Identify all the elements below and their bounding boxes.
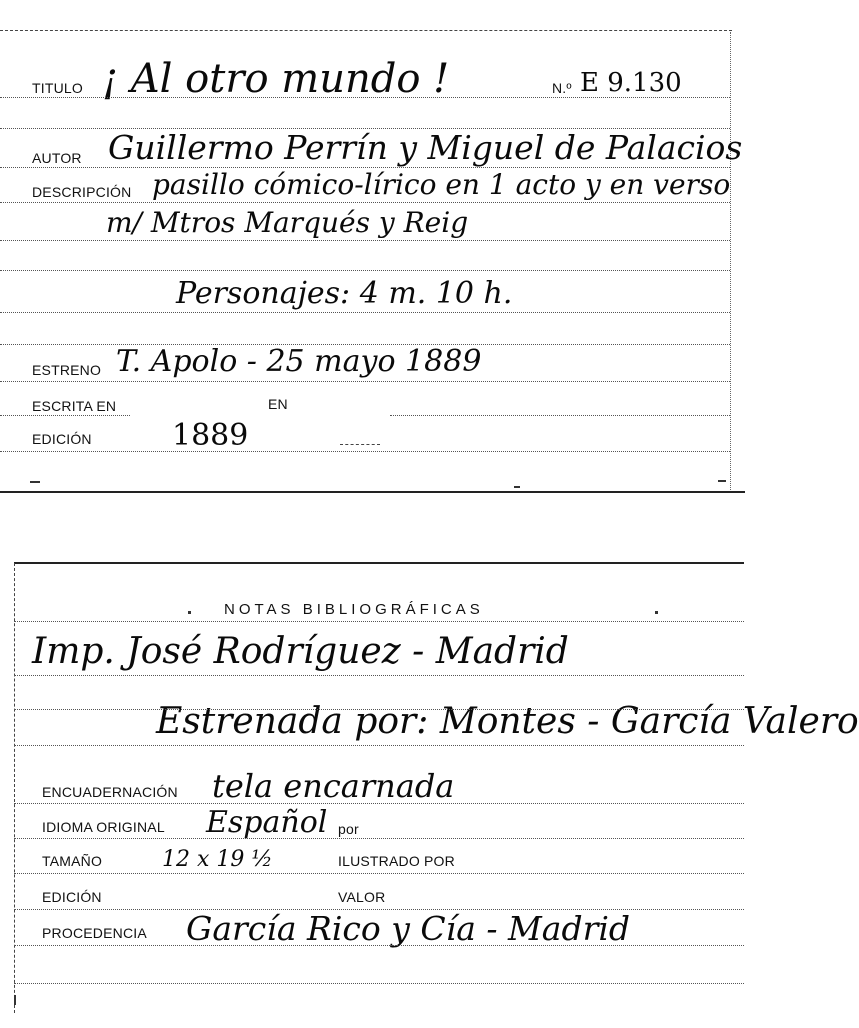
rule-line: [14, 675, 744, 676]
titulo-value: ¡ Al otro mundo !: [102, 56, 450, 102]
rule-line: [14, 803, 744, 804]
procedencia-label: PROCEDENCIA: [42, 925, 147, 941]
encuadernacion-value: tela encarnada: [212, 767, 455, 805]
rule-line: [14, 983, 744, 984]
numero-value: E 9.130: [580, 68, 682, 98]
por-label: por: [338, 821, 359, 837]
idioma-label: IDIOMA ORIGINAL: [42, 819, 165, 835]
rule-line: [0, 202, 730, 203]
rule-line: [14, 709, 744, 710]
rule-line: [14, 838, 744, 839]
rule-line: [390, 415, 730, 416]
titulo-label: TITULO: [32, 80, 83, 96]
rule-line: [0, 381, 730, 382]
tick-mark: [514, 486, 520, 488]
nota-2: Estrenada por: Montes - García Valero: [156, 701, 859, 742]
ilustrado-label: ILUSTRADO POR: [338, 853, 455, 869]
card-top-border: [14, 562, 744, 564]
notas-heading: NOTAS BIBLIOGRÁFICAS: [224, 601, 484, 618]
descripcion-value-2: m/ Mtros Marqués y Reig: [106, 206, 469, 239]
tick-mark: [14, 995, 16, 1005]
descripcion-label: DESCRIPCIÓN: [32, 184, 132, 200]
edicion-label: EDICIÓN: [42, 889, 102, 905]
card-bottom-edge: [0, 491, 745, 493]
tick-mark: [30, 481, 40, 483]
valor-label: VALOR: [338, 889, 386, 905]
estreno-value: T. Apolo - 25 mayo 1889: [116, 344, 482, 379]
numero-label: N.º: [552, 80, 572, 96]
rule-line: [14, 621, 744, 622]
tamano-label: TAMAÑO: [42, 853, 103, 869]
tamano-value: 12 x 19 ½: [162, 847, 273, 872]
rule-line: [0, 270, 730, 271]
rule-line: [14, 745, 744, 746]
card-top-border: [0, 30, 732, 31]
autor-label: AUTOR: [32, 150, 82, 166]
edicion-label: EDICIÓN: [32, 431, 92, 447]
nota-1: Imp. José Rodríguez - Madrid: [32, 631, 569, 672]
encuadernacion-label: ENCUADERNACIÓN: [42, 784, 178, 800]
dot-mark: [655, 611, 658, 614]
estreno-label: ESTRENO: [32, 362, 102, 378]
rule-line: [0, 240, 730, 241]
rule-line: [0, 312, 730, 313]
catalog-card-top: [0, 0, 759, 500]
ink-mark: [340, 444, 380, 445]
catalog-card-bottom: [0, 555, 859, 1028]
escrita-en-label: ESCRITA EN: [32, 398, 117, 414]
tick-mark: [718, 480, 726, 482]
edicion-value: 1889: [172, 418, 249, 453]
rule-line: [14, 945, 744, 946]
en-label: EN: [268, 396, 288, 412]
rule-line: [0, 451, 730, 452]
rule-line: [14, 873, 744, 874]
rule-line: [0, 415, 130, 416]
autor-value: Guillermo Perrín y Miguel de Palacios: [108, 128, 743, 167]
card-right-border: [730, 32, 731, 492]
rule-line: [0, 97, 730, 98]
descripcion-value-1: pasillo cómico-lírico en 1 acto y en verso: [152, 168, 731, 201]
idioma-value: Español: [206, 805, 328, 840]
descripcion-value-3: Personajes: 4 m. 10 h.: [176, 276, 513, 311]
dot-mark: [188, 611, 191, 614]
procedencia-value: García Rico y Cía - Madrid: [186, 909, 631, 948]
